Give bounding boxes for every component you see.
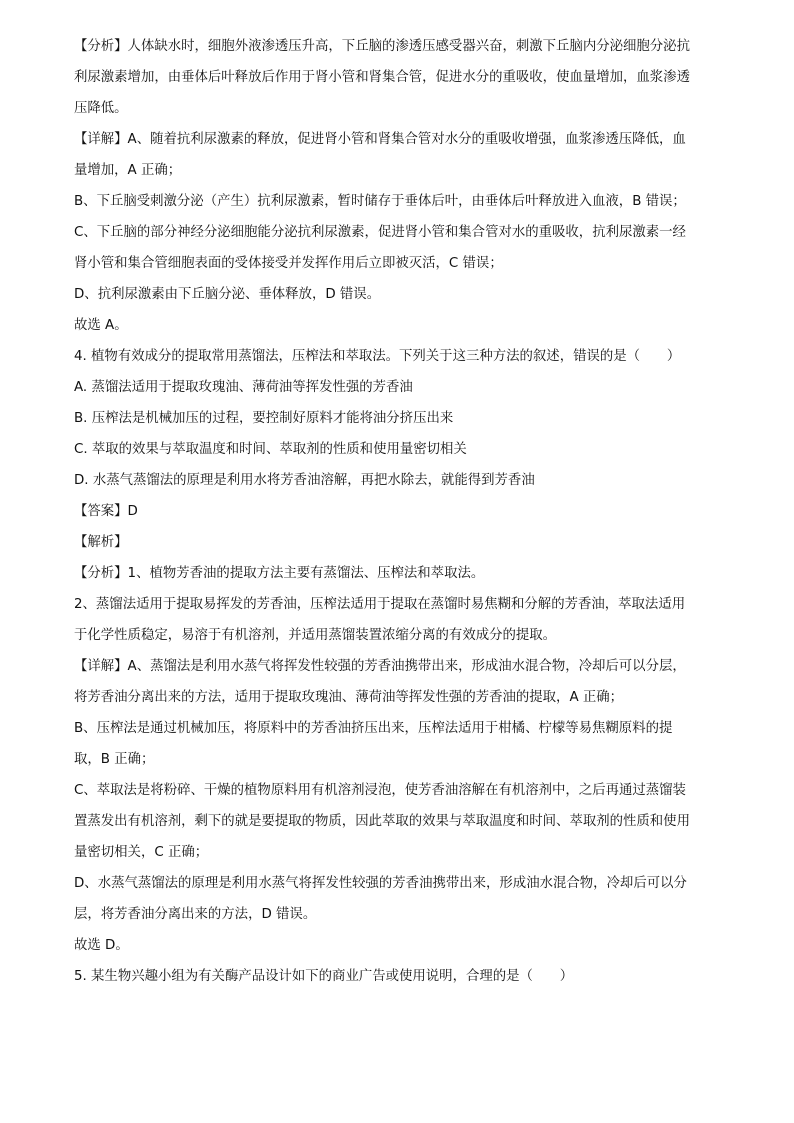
q4-detail-line-1: 【详解】A、蒸馏法是利用水蒸气将挥发性较强的芳香油携带出来，形成油水混合物，冷却后可以分层， — [74, 659, 686, 674]
q4-analysis-line-3: 于化学性质稳定，易溶于有机溶剂，并适用蒸馏装置浓缩分离的有效成分的提取。 — [74, 628, 557, 643]
q4-analysis-line-1: 【分析】1、植物芳香油的提取方法主要有蒸馏法、压榨法和萃取法。 — [74, 566, 485, 581]
q4-detail-line-2: 将芳香油分离出来的方法，适用于提取玫瑰油、薄荷油等挥发性强的芳香油的提取，A 正确； — [74, 690, 624, 705]
detail-line-1: 【详解】A、随着抗利尿激素的释放，促进肾小管和肾集合管对水分的重吸收增强，血浆渗透压降低，血 — [74, 132, 686, 147]
answer-line: 【答案】D — [74, 504, 138, 519]
analysis-line-3: 压降低。 — [74, 101, 128, 116]
detail-line-6: D、抗利尿激素由下丘脑分泌、垂体释放，D 错误。 — [74, 287, 381, 302]
analysis-line-1: 【分析】人体缺水时，细胞外液渗透压升高，下丘脑的渗透压感受器兴奋，刺激下丘脑内分泌细胞分泌抗 — [74, 39, 690, 54]
analysis-line-2: 利尿激素增加，由垂体后叶释放后作用于肾小管和肾集合管，促进水分的重吸收，使血量增加，血浆渗透 — [74, 70, 690, 85]
question-5-stem: 5. 某生物兴趣小组为有关酶产品设计如下的商业广告或使用说明，合理的是（ ） — [74, 969, 574, 984]
choose-line-q3: 故选 A。 — [74, 318, 128, 333]
q4-detail-line-6: 置蒸发出有机溶剂，剩下的就是要提取的物质，因此萃取的效果与萃取温度和时间、萃取剂的性质和使用 — [74, 814, 690, 829]
detail-line-5: 肾小管和集合管细胞表面的受体接受并发挥作用后立即被灭活，C 错误； — [74, 256, 503, 271]
q4-detail-line-3: B、压榨法是通过机械加压，将原料中的芳香油挤压出来，压榨法适用于柑橘、柠檬等易焦糊原料的提 — [74, 721, 673, 736]
q4-analysis-line-2: 2、蒸馏法适用于提取易挥发的芳香油，压榨法适用于提取在蒸馏时易焦糊和分解的芳香油，萃取法适用 — [74, 597, 686, 612]
detail-line-3: B、下丘脑受刺激分泌（产生）抗利尿激素，暂时储存于垂体后叶，由垂体后叶释放进入血液，B 错误； — [74, 194, 686, 209]
q4-detail-line-7: 量密切相关，C 正确； — [74, 845, 209, 860]
q4-detail-line-5: C、萃取法是将粉碎、干燥的植物原料用有机溶剂浸泡，使芳香油溶解在有机溶剂中，之后再通过蒸馏装 — [74, 783, 686, 798]
q4-detail-line-4: 取，B 正确； — [74, 752, 155, 767]
question-4-option-b: B. 压榨法是机械加压的过程，要控制好原料才能将油分挤压出来 — [74, 411, 454, 426]
question-4-option-d: D. 水蒸气蒸馏法的原理是利用水将芳香油溶解，再把水除去，就能得到芳香油 — [74, 473, 535, 488]
choose-line-q4: 故选 D。 — [74, 938, 129, 953]
explanation-heading: 【解析】 — [74, 535, 128, 550]
question-4-option-c: C. 萃取的效果与萃取温度和时间、萃取剂的性质和使用量密切相关 — [74, 442, 467, 457]
detail-line-2: 量增加，A 正确； — [74, 163, 182, 178]
q4-detail-line-8: D、水蒸气蒸馏法的原理是利用水蒸气将挥发性较强的芳香油携带出来，形成油水混合物，冷却后可以分 — [74, 876, 687, 891]
detail-line-4: C、下丘脑的部分神经分泌细胞能分泌抗利尿激素，促进肾小管和集合管对水的重吸收，抗利尿激素一经 — [74, 225, 686, 240]
question-4-option-a: A. 蒸馏法适用于提取玫瑰油、薄荷油等挥发性强的芳香油 — [74, 380, 413, 395]
q4-detail-line-9: 层，将芳香油分离出来的方法，D 错误。 — [74, 907, 317, 922]
question-4-stem: 4. 植物有效成分的提取常用蒸馏法，压榨法和萃取法。下列关于这三种方法的叙述，错误的是（ ） — [74, 349, 681, 364]
